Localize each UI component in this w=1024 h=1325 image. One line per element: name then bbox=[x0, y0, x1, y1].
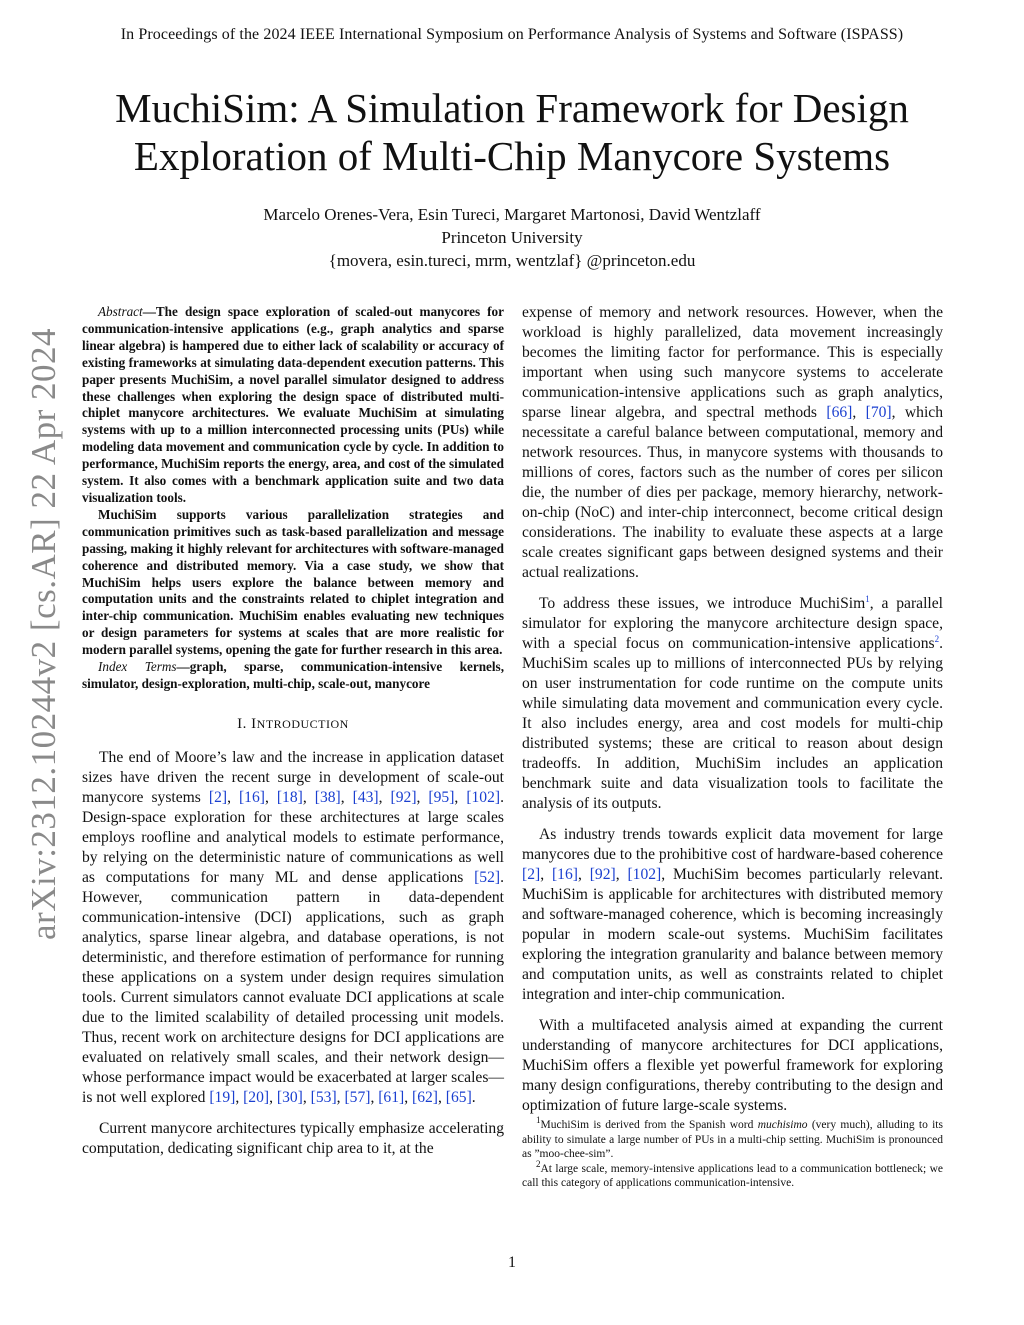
proceedings-header: In Proceedings of the 2024 IEEE International Symposium on Performance Analysis of Systems and Software (ISPASS) bbox=[120, 26, 904, 43]
intro-paragraph-1 bbox=[82, 748, 504, 1108]
citation-link[interactable]: [18] bbox=[276, 788, 303, 806]
footnote-2 bbox=[522, 1158, 943, 1191]
citation-link[interactable]: [65] bbox=[445, 1088, 472, 1106]
right-body bbox=[522, 303, 943, 1116]
footnote-ref-2[interactable]: 2 bbox=[934, 633, 940, 644]
author-emails: {movera, esin.tureci, mrm, wentzlaf} @princeton.edu bbox=[328, 251, 696, 270]
index-terms-lead: Index Terms bbox=[98, 659, 177, 675]
citation-link[interactable]: [70] bbox=[865, 404, 892, 421]
abstract-paragraph-2: MuchiSim supports various parallelization strategies and communication primitives such as task-based parallelization and message passing, making it highly relevant for architectures with software-managed coherence and distributed memory. Via a case study, we show that MuchiSim helps users explore the balance between memory and computation units and the constraints related to chiplet integration and inter-chip communication. MuchiSim enables evaluating new techniques or design parameters for systems at scales that are more realistic for modern parallel systems, opening the gate for further research in this area. bbox=[82, 506, 504, 658]
abstract-text-1: —The design space exploration of scaled-out manycores for communication-intensive applications (e.g., graph analytics and sparse linear algebra) is hampered due to either lack of scalability or accuracy of existing frameworks at simulating data-dependent execution patterns. This paper presents MuchiSim, a novel parallel simulator designed to address these challenges when exploring the design space of distributed multi-chiplet manycore architectures. We evaluate MuchiSim at simulating systems with up to a million interconnected processing units (PUs) while modeling data movement and communication cycle by cycle. In addition to performance, MuchiSim reports the energy, area, and cost of the simulated system. It also comes with a benchmark application suite and two data visualization tools. bbox=[82, 304, 504, 505]
citation-link[interactable]: [92] bbox=[589, 866, 616, 883]
text-run: To address these issues, we introduce MuchiSim bbox=[539, 595, 866, 612]
citation-link[interactable]: [102] bbox=[466, 788, 501, 806]
footnotes bbox=[522, 1115, 943, 1191]
citation-link[interactable]: [38] bbox=[314, 788, 341, 806]
text-run: As industry trends towards explicit data movement for large manycores due to the prohibitive cost of hardware-based coherence bbox=[522, 826, 943, 863]
citation-link[interactable]: [95] bbox=[428, 788, 455, 806]
citation-link[interactable]: [92] bbox=[390, 788, 417, 806]
intro-paragraph-2: Current manycore architectures typically emphasize accelerating computation, dedicating significant chip area to it, at the bbox=[82, 1119, 504, 1157]
footnote-italic-word: muchisimo bbox=[757, 1119, 808, 1131]
text-run: , a parallel simulator for exploring the manycore architecture design space, with a special focus on communication-intensive applications bbox=[522, 595, 943, 652]
citation-link[interactable]: [30] bbox=[276, 1088, 303, 1106]
citation-list: [2], [16], [92], [102] bbox=[522, 866, 662, 883]
citation-link[interactable]: [16] bbox=[551, 866, 578, 883]
footnote-1 bbox=[522, 1115, 943, 1162]
citation-link[interactable]: [16] bbox=[238, 788, 265, 806]
intro-paragraph-continued: expense of memory and network resources. However, when the workload is highly parallelized, data movement increasingly becomes the limiting factor for performance. This is especially important when using such manycore systems to accelerate communication-intensive applications such as graph analytics, sparse linear algebra, and spectral methods [66], [70], which necessitate a careful balance between computational, memory and network resources. Thus, in manycore systems with thousands to millions of cores, factors such as the number of cores per silicon die, the number of dies per package, memory hierarchy, network-on-chip (NoC) and inter-chip interconnect, become critical design considerations. The inability to evaluate these aspects at a large scale creates significant gaps between designed systems and their actual realizations. bbox=[522, 304, 944, 581]
text-run: , which necessitate a careful balance between computational, memory and network resources. Thus, in manycore systems with thousands to millions of cores, factors such as the number of cores per silicon die, the number of dies per package, memory hierarchy, network-on-chip (NoC) and inter-chip interconnect, become critical design considerations. The inability to evaluate these aspects at a large scale creates significant gaps between designed systems and their actual realizations. bbox=[522, 404, 944, 581]
introduction-body bbox=[82, 748, 504, 1159]
citation-link[interactable]: [66] bbox=[826, 404, 853, 421]
text-run: , MuchiSim becomes particularly relevant. MuchiSim is applicable for architectures with distributed memory and software-managed coherence, which is becoming increasingly popular in modern scale-out systems. MuchiSim facilitates exploring the integration granularity and balance between memory and computation units, as well as constraints related to chiplet integration and inter-chip communication. bbox=[522, 866, 943, 1003]
citation-link[interactable]: [2] bbox=[208, 788, 228, 806]
text-run: The end of Moore’s law and the increase in application dataset sizes have driven the recent surge in development of scale-out manycore systems bbox=[82, 748, 504, 806]
abstract-paragraph-1 bbox=[82, 304, 504, 507]
section-title-rest: NTRODUCTION bbox=[256, 716, 349, 731]
citation-list: [19], [20], [30], [53], [57], [61], [62], [65] bbox=[209, 1088, 472, 1106]
citation-list: [2], [16], [18], [38], [43], [92], [95], [102] bbox=[208, 788, 501, 806]
text-run: MuchiSim is derived from the Spanish word bbox=[540, 1119, 758, 1131]
footnote-ref-1[interactable]: 1 bbox=[865, 593, 870, 604]
index-terms-text: —graph, sparse, communication-intensive kernels, simulator, design-exploration, multi-chip, scale-out, manycore bbox=[82, 659, 504, 691]
section-number: I. bbox=[237, 715, 247, 732]
section-heading-introduction bbox=[82, 716, 504, 733]
abstract bbox=[82, 304, 504, 693]
author-names: Marcelo Orenes-Vera, Esin Tureci, Margaret Martonosi, David Wentzlaff bbox=[263, 205, 761, 224]
author-block bbox=[0, 203, 1024, 272]
page-number: 1 bbox=[508, 1254, 516, 1271]
citation-link[interactable]: [61] bbox=[378, 1088, 405, 1106]
citation-link[interactable]: [53] bbox=[310, 1088, 337, 1106]
citation-link[interactable]: [102] bbox=[627, 866, 662, 883]
right-column bbox=[522, 303, 943, 1191]
citation-link[interactable]: [2] bbox=[522, 866, 541, 883]
paper-title bbox=[60, 84, 964, 180]
intro-paragraph-muchisim bbox=[522, 594, 943, 814]
text-run: . Design-space exploration for these architectures at large scales employs roofline and analytical models to estimate performance, by relying on the deterministic nature of communications as well as computations for many ML and dense applications bbox=[82, 788, 504, 886]
index-terms bbox=[82, 659, 504, 693]
section-first-letter: I bbox=[251, 715, 257, 732]
text-run: At large scale, memory-intensive applications lead to a communication bottleneck; we call this category of applications communication-intensive. bbox=[522, 1162, 943, 1189]
citation-link[interactable]: [52] bbox=[474, 868, 501, 886]
text-run: . bbox=[471, 1088, 476, 1106]
affiliation: Princeton University bbox=[441, 228, 583, 247]
title-line-1: MuchiSim: A Simulation Framework for Design bbox=[115, 85, 909, 131]
citation-link[interactable]: [43] bbox=[352, 788, 379, 806]
footnote-mark: 2 bbox=[536, 1158, 541, 1169]
arxiv-stamp: arXiv:2312.10244v2 [cs.AR] 22 Apr 2024 bbox=[24, 327, 63, 940]
citation-link[interactable]: [19] bbox=[209, 1088, 236, 1106]
text-run: . However, communication pattern in data-dependent communication-intensive (DCI) applications, such as graph analytics, sparse linear algebra, and database operations, is not deterministic, and therefore estimation of performance for running these applications on a system under design requires simulation tools. Current simulators cannot evaluate DCI applications at scale due to the limited scalability of detailed processing unit models. Thus, recent work on architecture designs for DCI applications are evaluated on relatively small scales, and their network design—whose performance impact would be exacerbated at larger scales—is not well explored bbox=[82, 868, 504, 1106]
citation-link[interactable]: [20] bbox=[243, 1088, 270, 1106]
footnote-mark: 1 bbox=[536, 1115, 541, 1126]
intro-paragraph-industry bbox=[522, 825, 943, 1005]
text-run: (very much), alluding to its ability to simulate a large number of PUs in a multi-chip setting. MuchiSim is pronounced as ”moo-chee-sim”. bbox=[522, 1119, 943, 1160]
title-line-2: Exploration of Multi-Chip Manycore Systems bbox=[133, 133, 891, 179]
left-column bbox=[82, 304, 504, 1170]
abstract-lead: Abstract bbox=[98, 304, 143, 319]
intro-paragraph-multifaceted: With a multifaceted analysis aimed at expanding the current understanding of manycore architectures for DCI applications, MuchiSim offers a flexible yet powerful framework for exploring many design configurations, thereby contributing to the design and optimization of future large-scale systems. bbox=[522, 1017, 943, 1114]
text-run: . MuchiSim scales up to millions of interconnected PUs by relying on user instrumentation for code runtime on the compute units while simulating data movement and communication every cycle. It also includes energy, area and cost models for multi-chip distributed systems; these are critical to reason about design tradeoffs. In addition, MuchiSim includes an application benchmark suite and data visualization tools to facilitate the analysis of its outputs. bbox=[522, 635, 943, 812]
citation-link[interactable]: [62] bbox=[412, 1088, 438, 1106]
text-run: expense of memory and network resources. However, when the workload is highly parallelized, data movement increasingly becomes the limiting factor for performance. This is especially important when using such manycore systems to accelerate communication-intensive applications such as graph analytics, sparse linear algebra, and spectral methods bbox=[522, 304, 943, 421]
citation-link[interactable]: [57] bbox=[344, 1088, 371, 1106]
